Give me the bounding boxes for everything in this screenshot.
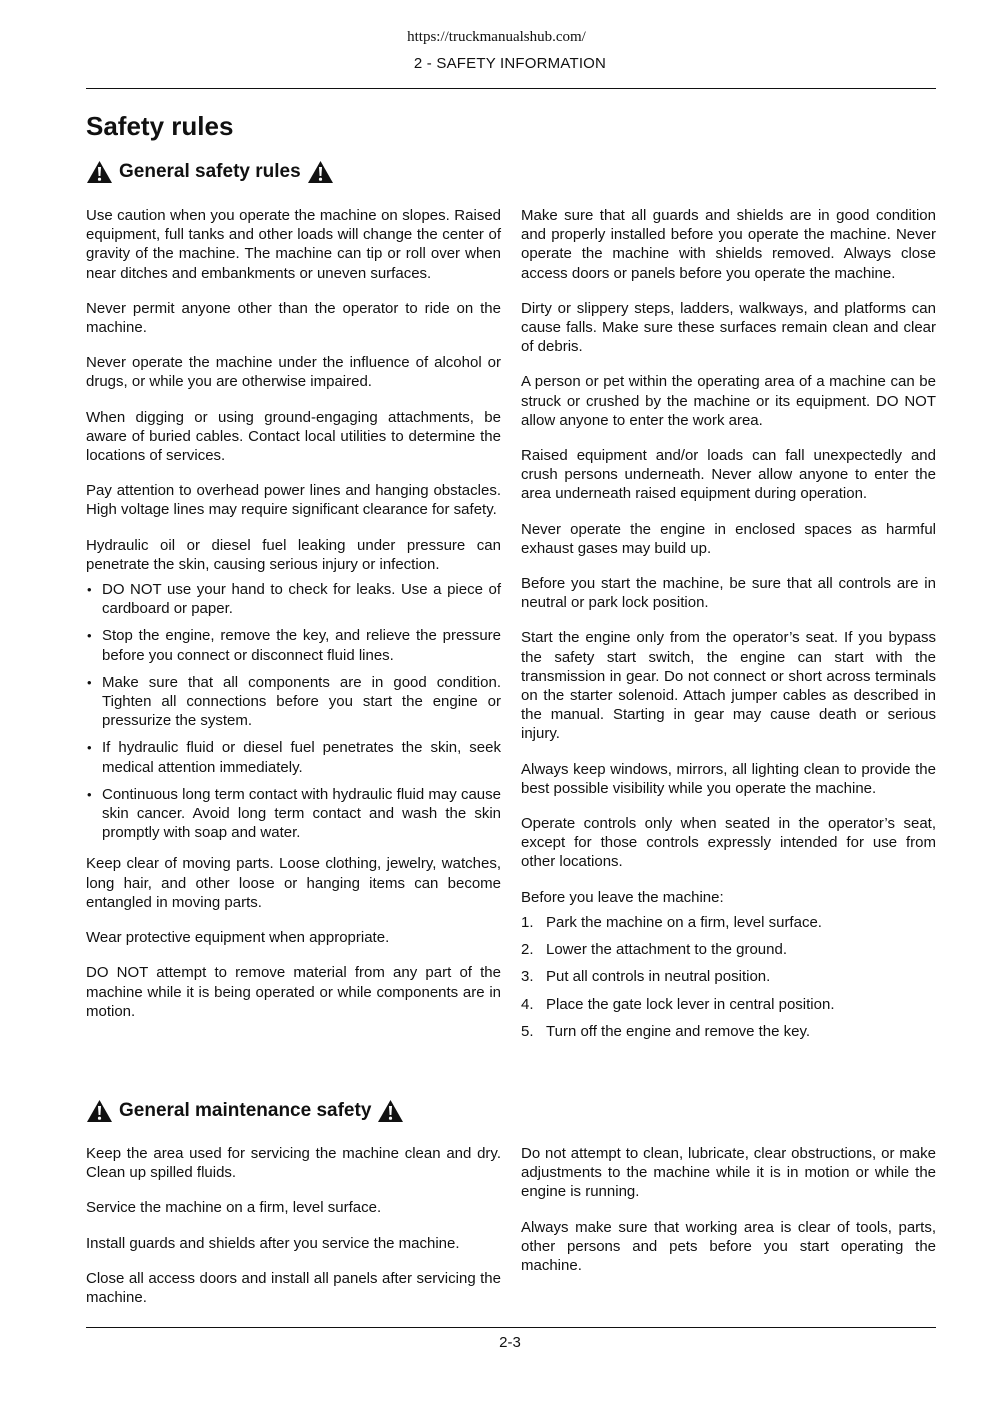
paragraph: Service the machine on a firm, level surface. — [86, 1199, 382, 1217]
paragraph: Use caution when you operate the machine on slopes. Raised equipment, full tanks and other loads will change the center of gravity of the machine. The machine can tip or roll over when near ditches and embankments or uneven surfaces. — [86, 207, 501, 282]
paragraph: Keep clear of moving parts. Loose clothing, jewelry, watches, long hair, and other loose or hanging items can become entangled in moving parts. — [86, 855, 501, 911]
page-number: 2-3 — [499, 1334, 521, 1351]
general-safety-heading — [86, 160, 334, 184]
source-url: https://truckmanualshub.com/ — [407, 29, 586, 45]
paragraph: Before you leave the machine: — [521, 888, 724, 906]
list-item: • If hydraulic fluid or diesel fuel penetrates the skin, seek medical attention immediately. — [86, 738, 501, 776]
paragraph: Always make sure that working area is clear of tools, parts, other persons and pets before you start operating the machine. — [521, 1218, 936, 1275]
step-number: 1. — [521, 913, 534, 931]
paragraph: Install guards and shields after you service the machine. — [86, 1234, 460, 1252]
footer-divider — [86, 1327, 936, 1328]
list-item — [521, 995, 936, 1014]
list-item: • DO NOT use your hand to check for leaks. Use a piece of cardboard or paper. — [86, 580, 501, 618]
step-text: Turn off the engine and remove the key. — [546, 1022, 811, 1040]
paragraph: A person or pet within the operating area of a machine can be struck or crushed by the machine or its equipment. DO NOT allow anyone to enter the work area. — [521, 373, 936, 429]
list-item — [521, 967, 936, 986]
paragraph: Hydraulic oil or diesel fuel leaking under pressure can penetrate the skin, causing serious injury or infection. — [86, 536, 501, 573]
step-number: 3. — [521, 968, 534, 986]
paragraph: Dirty or slippery steps, ladders, walkways, and platforms can cause falls. Make sure these surfaces remain clean and clear of debris. — [521, 299, 936, 356]
general-left-column — [86, 206, 501, 1037]
list-item: • Stop the engine, remove the key, and relieve the pressure before you connect or disconnect fluid lines. — [86, 626, 501, 664]
list-item — [521, 940, 936, 959]
paragraph: Raised equipment and/or loads can fall unexpectedly and crush persons underneath. Never allow anyone to enter the area underneath raised equipment during operation. — [521, 447, 936, 503]
step-number: 2. — [521, 941, 534, 959]
step-text: Park the machine on a firm, level surface. — [546, 913, 822, 931]
paragraph: Wear protective equipment when appropriate. — [86, 929, 390, 947]
maintenance-right-column — [521, 1144, 936, 1291]
warning-triangle-icon — [86, 1099, 113, 1123]
list-item — [521, 913, 936, 932]
paragraph: DO NOT attempt to remove material from any part of the machine while it is being operated or while components are in motion. — [86, 964, 501, 1020]
step-text: Put all controls in neutral position. — [546, 968, 771, 986]
leave-machine-steps — [521, 913, 936, 1041]
step-number: 5. — [521, 1022, 534, 1040]
paragraph: Keep the area used for servicing the machine clean and dry. Clean up spilled fluids. — [86, 1145, 501, 1182]
paragraph: Always keep windows, mirrors, all lighting clean to provide the best possible visibility while you operate the machine. — [521, 760, 936, 797]
list-item: • Continuous long term contact with hydraulic fluid may cause skin cancer. Avoid long term contact and wash the skin promptly with soap and water. — [86, 785, 501, 843]
maintenance-safety-heading-text: General maintenance safety — [119, 1100, 372, 1121]
paragraph: Operate controls only when seated in the operator’s seat, except for those controls expressly intended for use from other locations. — [521, 815, 936, 871]
list-item — [521, 1022, 936, 1041]
warning-triangle-icon — [377, 1099, 404, 1123]
page-title: Safety rules — [86, 111, 234, 141]
maintenance-left-column — [86, 1144, 501, 1323]
paragraph: Before you start the machine, be sure that all controls are in neutral or park lock position. — [521, 575, 936, 612]
paragraph: Never operate the engine in enclosed spaces as harmful exhaust gases may build up. — [521, 520, 936, 557]
list-item: • Make sure that all components are in good condition. Tighten all connections before you start the engine or pressurize the system. — [86, 673, 501, 731]
paragraph: Never operate the machine under the influence of alcohol or drugs, or while you are otherwise impaired. — [86, 354, 501, 391]
paragraph: Do not attempt to clean, lubricate, clear obstructions, or make adjustments to the machine while it is in motion or while the engine is running. — [521, 1145, 936, 1201]
paragraph: When digging or using ground-engaging attachments, be aware of buried cables. Contact local utilities to determine the locations of services. — [86, 408, 501, 465]
step-text: Lower the attachment to the ground. — [546, 941, 787, 959]
paragraph: Close all access doors and install all panels after servicing the machine. — [86, 1269, 501, 1307]
step-text: Place the gate lock lever in central position. — [546, 995, 835, 1013]
general-right-column — [521, 206, 936, 1049]
general-safety-heading-text: General safety rules — [119, 161, 301, 182]
paragraph: Never permit anyone other than the operator to ride on the machine. — [86, 299, 501, 337]
warning-triangle-icon — [307, 160, 334, 184]
chapter-header: 2 - SAFETY INFORMATION — [413, 55, 607, 72]
paragraph: Make sure that all guards and shields are in good condition and properly installed before you operate the machine. Never operate the machine with shields removed. Always close access doors or panels before you operate the machine. — [521, 207, 936, 282]
paragraph: Pay attention to overhead power lines and hanging obstacles. High voltage lines may require significant clearance for safety. — [86, 482, 501, 519]
step-number: 4. — [521, 995, 534, 1013]
maintenance-safety-heading — [86, 1099, 404, 1123]
warning-triangle-icon — [86, 160, 113, 184]
hydraulic-bullet-list — [86, 580, 501, 842]
header-divider — [86, 88, 936, 89]
paragraph: Start the engine only from the operator’s seat. If you bypass the safety start switch, the engine can start with the transmission in gear. Do not connect or short across terminals on the starter solenoid. Attach jumper cables as described in the manual. Starting in gear may cause death or serious injury. — [521, 629, 936, 743]
